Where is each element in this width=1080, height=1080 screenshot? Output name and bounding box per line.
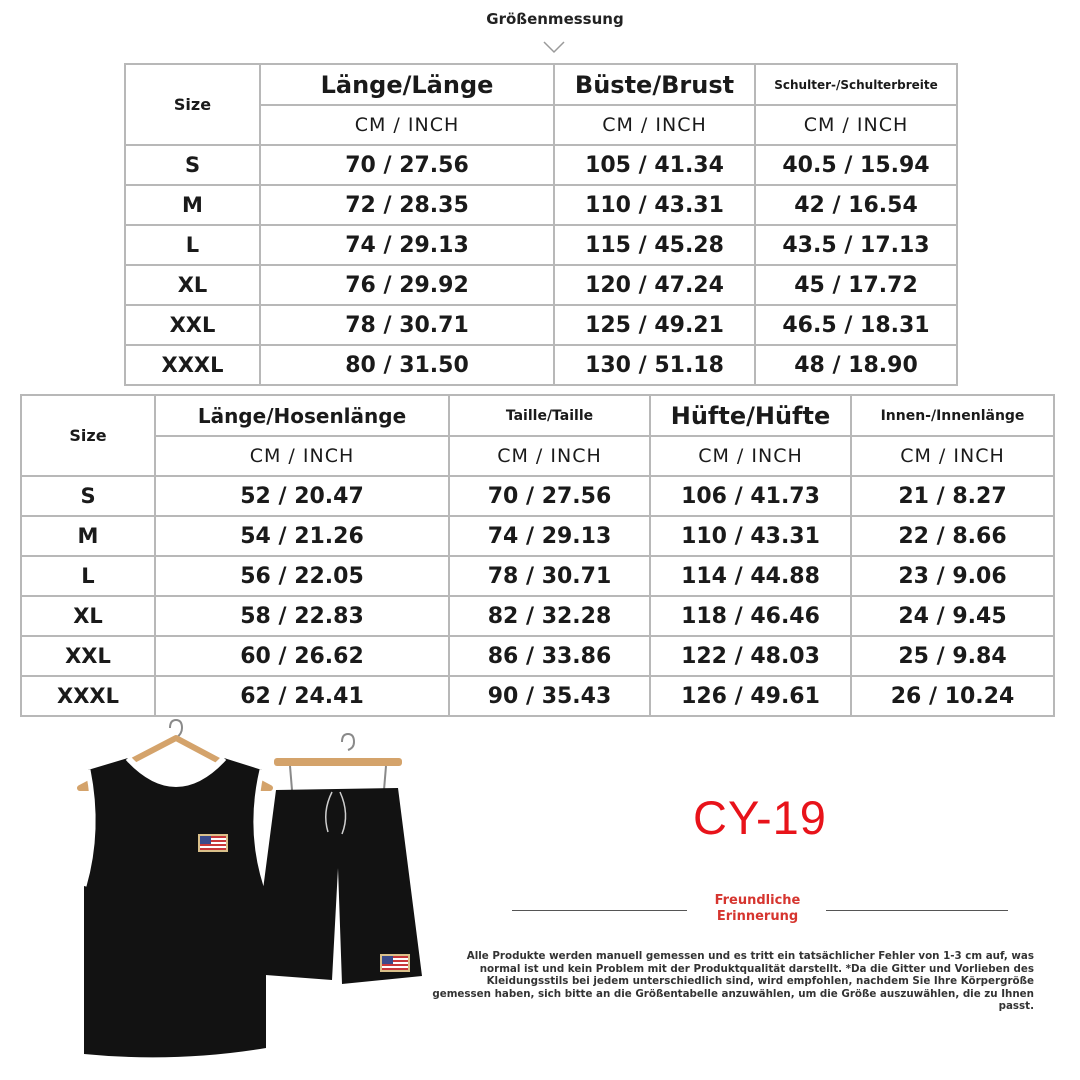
unit-header: CM / INCH bbox=[260, 105, 554, 145]
value-cell: 45 / 17.72 bbox=[755, 265, 957, 305]
value-cell: 52 / 20.47 bbox=[155, 476, 449, 516]
value-cell: 114 / 44.88 bbox=[650, 556, 851, 596]
value-cell: 125 / 49.21 bbox=[554, 305, 755, 345]
tank-top bbox=[84, 758, 266, 1057]
value-cell: 48 / 18.90 bbox=[755, 345, 957, 385]
divider bbox=[826, 910, 1008, 911]
value-cell: 118 / 46.46 bbox=[650, 596, 851, 636]
unit-header: CM / INCH bbox=[554, 105, 755, 145]
bottom-size-table bbox=[20, 394, 1055, 717]
column-header-length: Länge/Länge bbox=[260, 64, 554, 105]
value-cell: 58 / 22.83 bbox=[155, 596, 449, 636]
column-header-inseam: Innen-/Innenlänge bbox=[851, 395, 1054, 436]
size-cell: XL bbox=[125, 265, 260, 305]
value-cell: 42 / 16.54 bbox=[755, 185, 957, 225]
value-cell: 56 / 22.05 bbox=[155, 556, 449, 596]
value-cell: 74 / 29.13 bbox=[260, 225, 554, 265]
value-cell: 80 / 31.50 bbox=[260, 345, 554, 385]
value-cell: 40.5 / 15.94 bbox=[755, 145, 957, 185]
size-header: Size bbox=[21, 395, 155, 476]
value-cell: 110 / 43.31 bbox=[650, 516, 851, 556]
value-cell: 72 / 28.35 bbox=[260, 185, 554, 225]
value-cell: 86 / 33.86 bbox=[449, 636, 650, 676]
usa-flag-icon bbox=[198, 834, 228, 852]
usa-flag-icon bbox=[380, 954, 410, 972]
size-cell: XXXL bbox=[125, 345, 260, 385]
size-cell: XL bbox=[21, 596, 155, 636]
value-cell: 60 / 26.62 bbox=[155, 636, 449, 676]
size-cell: XXL bbox=[21, 636, 155, 676]
size-cell: L bbox=[125, 225, 260, 265]
value-cell: 62 / 24.41 bbox=[155, 676, 449, 716]
unit-header: CM / INCH bbox=[650, 436, 851, 476]
value-cell: 120 / 47.24 bbox=[554, 265, 755, 305]
hanger-icon bbox=[274, 734, 402, 790]
size-cell: M bbox=[125, 185, 260, 225]
value-cell: 78 / 30.71 bbox=[260, 305, 554, 345]
unit-header: CM / INCH bbox=[755, 105, 957, 145]
value-cell: 21 / 8.27 bbox=[851, 476, 1054, 516]
value-cell: 54 / 21.26 bbox=[155, 516, 449, 556]
size-cell: M bbox=[21, 516, 155, 556]
shorts bbox=[252, 788, 422, 984]
value-cell: 22 / 8.66 bbox=[851, 516, 1054, 556]
value-cell: 25 / 9.84 bbox=[851, 636, 1054, 676]
value-cell: 90 / 35.43 bbox=[449, 676, 650, 716]
unit-header: CM / INCH bbox=[155, 436, 449, 476]
chevron-down-icon bbox=[543, 40, 565, 54]
value-cell: 43.5 / 17.13 bbox=[755, 225, 957, 265]
reminder-title-line: Erinnerung bbox=[716, 909, 799, 924]
table-row bbox=[21, 636, 1054, 676]
model-code: CY-19 bbox=[693, 791, 827, 844]
value-cell: 74 / 29.13 bbox=[449, 516, 650, 556]
value-cell: 106 / 41.73 bbox=[650, 476, 851, 516]
column-header-shoulder: Schulter-/Schulterbreite bbox=[755, 64, 957, 105]
divider bbox=[512, 910, 687, 911]
reminder-text: Alle Produkte werden manuell gemessen und es tritt ein tatsächlicher Fehler von 1-3 cm auf, was normal ist und kein Problem mit der Produktqualität darstellt. *Da die Gitter und Vorlieben des Kleidungsstils bei jedem unterschiedlich sind, wird empfohlen, nachdem Sie Ihre Körpergröße gemessen haben, sich bitte an die Größentabelle anzuwählen, um die Größe auszuwählen, die zu Ihnen passt. bbox=[432, 950, 1034, 1012]
table-row bbox=[21, 556, 1054, 596]
table-row bbox=[125, 185, 957, 225]
value-cell: 126 / 49.61 bbox=[650, 676, 851, 716]
value-cell: 110 / 43.31 bbox=[554, 185, 755, 225]
page-title: Größenmessung bbox=[486, 10, 624, 28]
size-cell: L bbox=[21, 556, 155, 596]
table-row bbox=[21, 476, 1054, 516]
value-cell: 70 / 27.56 bbox=[449, 476, 650, 516]
value-cell: 105 / 41.34 bbox=[554, 145, 755, 185]
column-header-pants-length: Länge/Hosenlänge bbox=[155, 395, 449, 436]
product-image bbox=[40, 718, 460, 1078]
table-row bbox=[21, 676, 1054, 716]
value-cell: 82 / 32.28 bbox=[449, 596, 650, 636]
size-cell: XXXL bbox=[21, 676, 155, 716]
table-row bbox=[21, 516, 1054, 556]
value-cell: 122 / 48.03 bbox=[650, 636, 851, 676]
column-header-bust: Büste/Brust bbox=[554, 64, 755, 105]
size-cell: S bbox=[125, 145, 260, 185]
value-cell: 23 / 9.06 bbox=[851, 556, 1054, 596]
table-row bbox=[125, 145, 957, 185]
table-row bbox=[125, 225, 957, 265]
top-size-table bbox=[124, 63, 958, 386]
unit-header: CM / INCH bbox=[449, 436, 650, 476]
size-header: Size bbox=[125, 64, 260, 145]
value-cell: 70 / 27.56 bbox=[260, 145, 554, 185]
unit-header: CM / INCH bbox=[851, 436, 1054, 476]
column-header-waist: Taille/Taille bbox=[449, 395, 650, 436]
column-header-hip: Hüfte/Hüfte bbox=[650, 395, 851, 436]
value-cell: 26 / 10.24 bbox=[851, 676, 1054, 716]
table-row bbox=[125, 265, 957, 305]
value-cell: 24 / 9.45 bbox=[851, 596, 1054, 636]
size-cell: XXL bbox=[125, 305, 260, 345]
table-row bbox=[21, 596, 1054, 636]
value-cell: 78 / 30.71 bbox=[449, 556, 650, 596]
reminder-title-line: Freundliche bbox=[714, 893, 801, 908]
reminder-title bbox=[690, 893, 825, 925]
value-cell: 76 / 29.92 bbox=[260, 265, 554, 305]
value-cell: 115 / 45.28 bbox=[554, 225, 755, 265]
value-cell: 130 / 51.18 bbox=[554, 345, 755, 385]
table-row bbox=[125, 345, 957, 385]
size-cell: S bbox=[21, 476, 155, 516]
value-cell: 46.5 / 18.31 bbox=[755, 305, 957, 345]
table-row bbox=[125, 305, 957, 345]
